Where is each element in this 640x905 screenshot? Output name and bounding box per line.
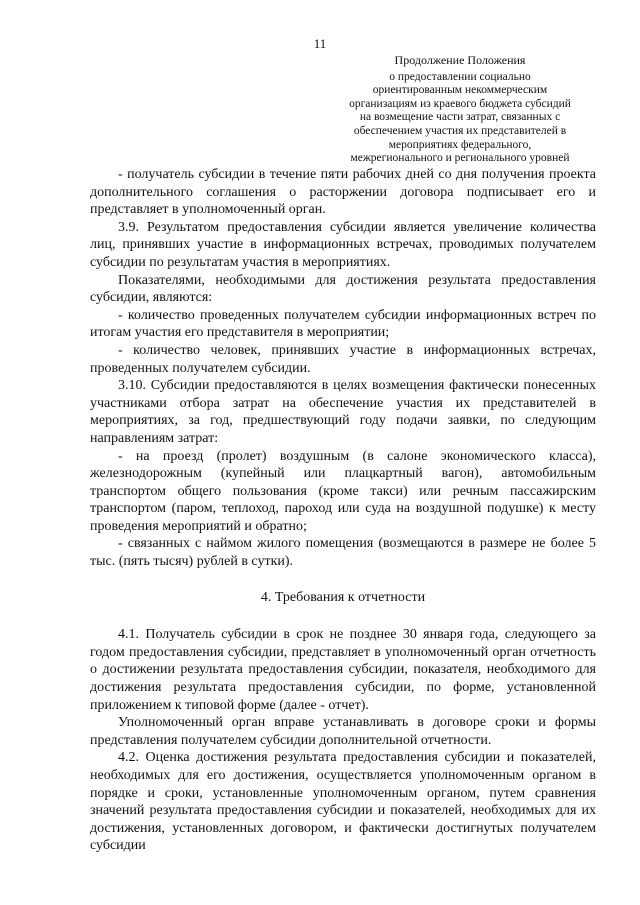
header-title: Продолжение Положения [394, 53, 526, 67]
list-item: - количество человек, принявших участие в информационных встречах, проведенных получателем субсидии. [90, 342, 596, 376]
list-item: - на проезд (пролет) воздушным (в салоне экономического класса), железнодорожным (купейный или плацкартный вагон), автомобильным транспортом общего пользования (кроме такси) или речным пассажирским транспортом (паром, теплоход, пароход или суда на воздушной подушке) к месту проведения мероприятий и обратно; [90, 448, 596, 534]
header-line: на возмещение части затрат, связанных с [359, 111, 561, 124]
paragraph: - получатель субсидии в течение пяти рабочих дней со дня получения проекта дополнительного соглашения о расторжении договора подписывает его и представляет в уполномоченный орган. [90, 167, 596, 218]
paragraph: Уполномоченный орган вправе устанавливать в договоре сроки и формы представления получателем субсидии дополнительной отчетности. [90, 715, 596, 748]
header-line: межрегионального и регионального уровней [350, 152, 570, 165]
header-line: обеспечением участия их представителей в [353, 124, 567, 137]
header-line: о предоставлении социально [389, 70, 531, 83]
paragraph-3-10: 3.10. Субсидии предоставляются в целях возмещения фактически понесенных участниками отбора затрат на обеспечение участия их представителей в мероприятиях, за год, предшествующий году подачи заявки, по следующим направлениям затрат: [90, 378, 596, 446]
section-heading: 4. Требования к отчетности [260, 589, 426, 605]
page-number: 11 [313, 36, 327, 51]
document-header [330, 54, 590, 166]
header-line: ориентированным некоммерческим [372, 84, 548, 97]
paragraph-3-9: 3.9. Результатом предоставления субсидии является увеличение количества лиц, принявших участие в информационных встречах, проводимых получателем субсидии по результатам участия в мероприятиях. [90, 219, 596, 270]
document-body [90, 166, 596, 855]
list-item: - количество проведенных получателем субсидии информационных встреч по итогам участия его представителя в мероприятии; [90, 307, 596, 341]
paragraph: Показателями, необходимыми для достижения результата предоставления субсидии, являются: [90, 272, 596, 306]
list-item: - связанных с наймом жилого помещения (возмещаются в размере не более 5 тыс. (пять тысяч) рублей в сутки). [90, 536, 596, 570]
paragraph-4-1: 4.1. Получатель субсидии в срок не позднее 30 января года, следующего за годом предоставления субсидии, представляет в уполномоченный орган отчетность о достижении результата предоставления субсидии, показателя, необходимого для достижения результата предоставления субсидии, по форме, установленной приложением к типовой форме (далее - отчет). [90, 627, 596, 713]
header-line: мероприятиях федерального, [388, 138, 532, 151]
header-line: организациям из краевого бюджета субсидий [349, 97, 571, 110]
paragraph-4-2: 4.2. Оценка достижения результата предоставления субсидии и показателей, необходимых для его достижения, осуществляется уполномоченным органом в порядке и сроки, установленные уполномоченным органом, путем сравнения значений результата предоставления субсидии и показателей, необходимых для их достижения, установленных договором, и фактически достигнутых получателем субсидии [90, 750, 596, 854]
